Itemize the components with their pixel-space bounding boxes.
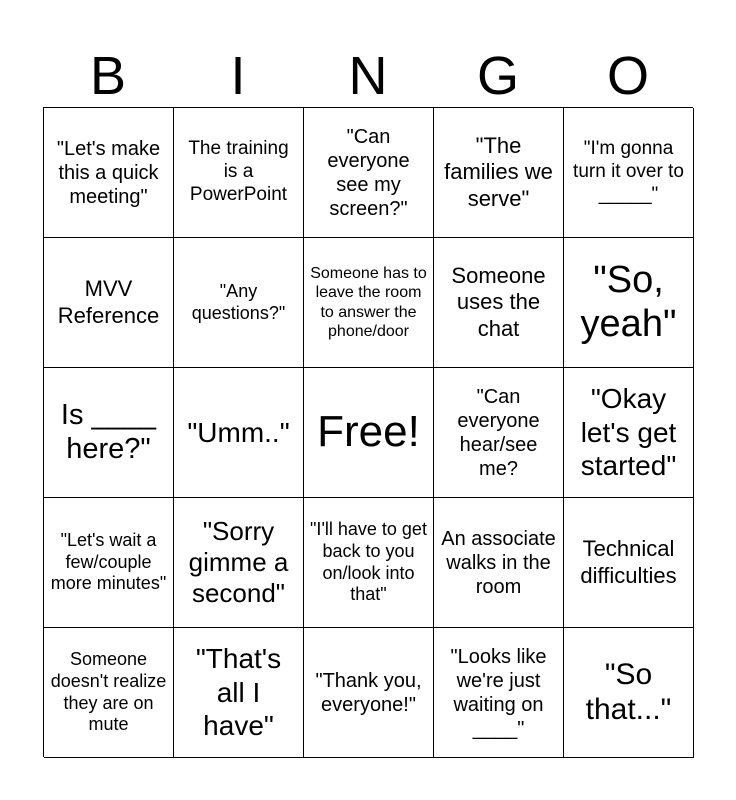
bingo-cell-r1-c1[interactable] xyxy=(44,108,174,238)
bingo-cell-r3-c1[interactable] xyxy=(44,368,174,498)
header-letter-i: I xyxy=(230,46,246,106)
cell-text: "That's all I have" xyxy=(195,643,282,742)
cell-text: "Thank you, everyone!" xyxy=(315,669,422,716)
cell-text: "So that..." xyxy=(585,658,672,726)
cell-text: "Looks like we're just waiting on ____" xyxy=(450,645,547,740)
bingo-cell-r1-c5[interactable] xyxy=(564,108,694,238)
cell-text: "Umm.." xyxy=(187,416,290,448)
bingo-cell-r5-c4[interactable] xyxy=(434,628,564,758)
bingo-cell-r4-c5[interactable] xyxy=(564,498,694,628)
cell-text: "Let's make this a quick meeting" xyxy=(56,137,161,208)
cell-text: "The families we serve" xyxy=(444,132,553,211)
header-letter-n: N xyxy=(348,46,388,106)
bingo-cell-r2-c5[interactable] xyxy=(564,238,694,368)
cell-text: "Can everyone see my screen?" xyxy=(327,125,410,220)
bingo-cell-r4-c1[interactable] xyxy=(44,498,174,628)
header-letter-o: O xyxy=(606,46,649,106)
cell-text: Someone uses the chat xyxy=(451,262,546,341)
bingo-cell-r5-c5[interactable] xyxy=(564,628,694,758)
cell-text: "I'm gonna turn it over to _____" xyxy=(573,138,684,205)
cell-text: The training is a PowerPoint xyxy=(188,138,289,205)
bingo-cell-r2-c2[interactable] xyxy=(174,238,304,368)
cell-text: An associate walks in the room xyxy=(441,527,556,598)
cell-text: Someone has to leave the room to answer the phone/door xyxy=(310,265,427,340)
cell-text: "Sorry gimme a second" xyxy=(188,515,289,609)
bingo-cell-r1-c3[interactable] xyxy=(304,108,434,238)
bingo-cell-r5-c2[interactable] xyxy=(174,628,304,758)
cell-text: "Let's wait a few/couple more minutes" xyxy=(50,530,167,594)
bingo-cell-r3-c2[interactable] xyxy=(174,368,304,498)
bingo-cell-r1-c4[interactable] xyxy=(434,108,564,238)
cell-text: "Can everyone hear/see me? xyxy=(457,385,540,480)
cell-text: "So, yeah" xyxy=(580,258,677,345)
bingo-cell-r3-c4[interactable] xyxy=(434,368,564,498)
bingo-cell-r4-c2[interactable] xyxy=(174,498,304,628)
bingo-header xyxy=(43,44,693,108)
bingo-cell-r2-c4[interactable] xyxy=(434,238,564,368)
cell-text: Someone doesn't realize they are on mute xyxy=(50,649,167,735)
bingo-cell-r3-c5[interactable] xyxy=(564,368,694,498)
cell-text: Is ____ here?" xyxy=(60,399,157,465)
bingo-cell-r5-c3[interactable] xyxy=(304,628,434,758)
bingo-cell-r1-c2[interactable] xyxy=(174,108,304,238)
bingo-cell-free[interactable] xyxy=(304,368,434,498)
cell-text: "I'll have to get back to you on/look into that" xyxy=(310,519,427,605)
header-letter-b: B xyxy=(89,46,127,106)
bingo-cell-r2-c3[interactable] xyxy=(304,238,434,368)
bingo-cell-r4-c4[interactable] xyxy=(434,498,564,628)
cell-text: Technical difficulties xyxy=(580,536,677,588)
bingo-cell-r2-c1[interactable] xyxy=(44,238,174,368)
bingo-cell-r4-c3[interactable] xyxy=(304,498,434,628)
cell-text: MVV Reference xyxy=(57,276,160,328)
bingo-cell-r5-c1[interactable] xyxy=(44,628,174,758)
header-letter-g: G xyxy=(476,46,519,106)
cell-text: "Any questions?" xyxy=(191,280,286,323)
bingo-board xyxy=(43,107,693,757)
cell-text: "Okay let's get started" xyxy=(580,383,677,482)
free-space-text: Free! xyxy=(317,407,420,457)
